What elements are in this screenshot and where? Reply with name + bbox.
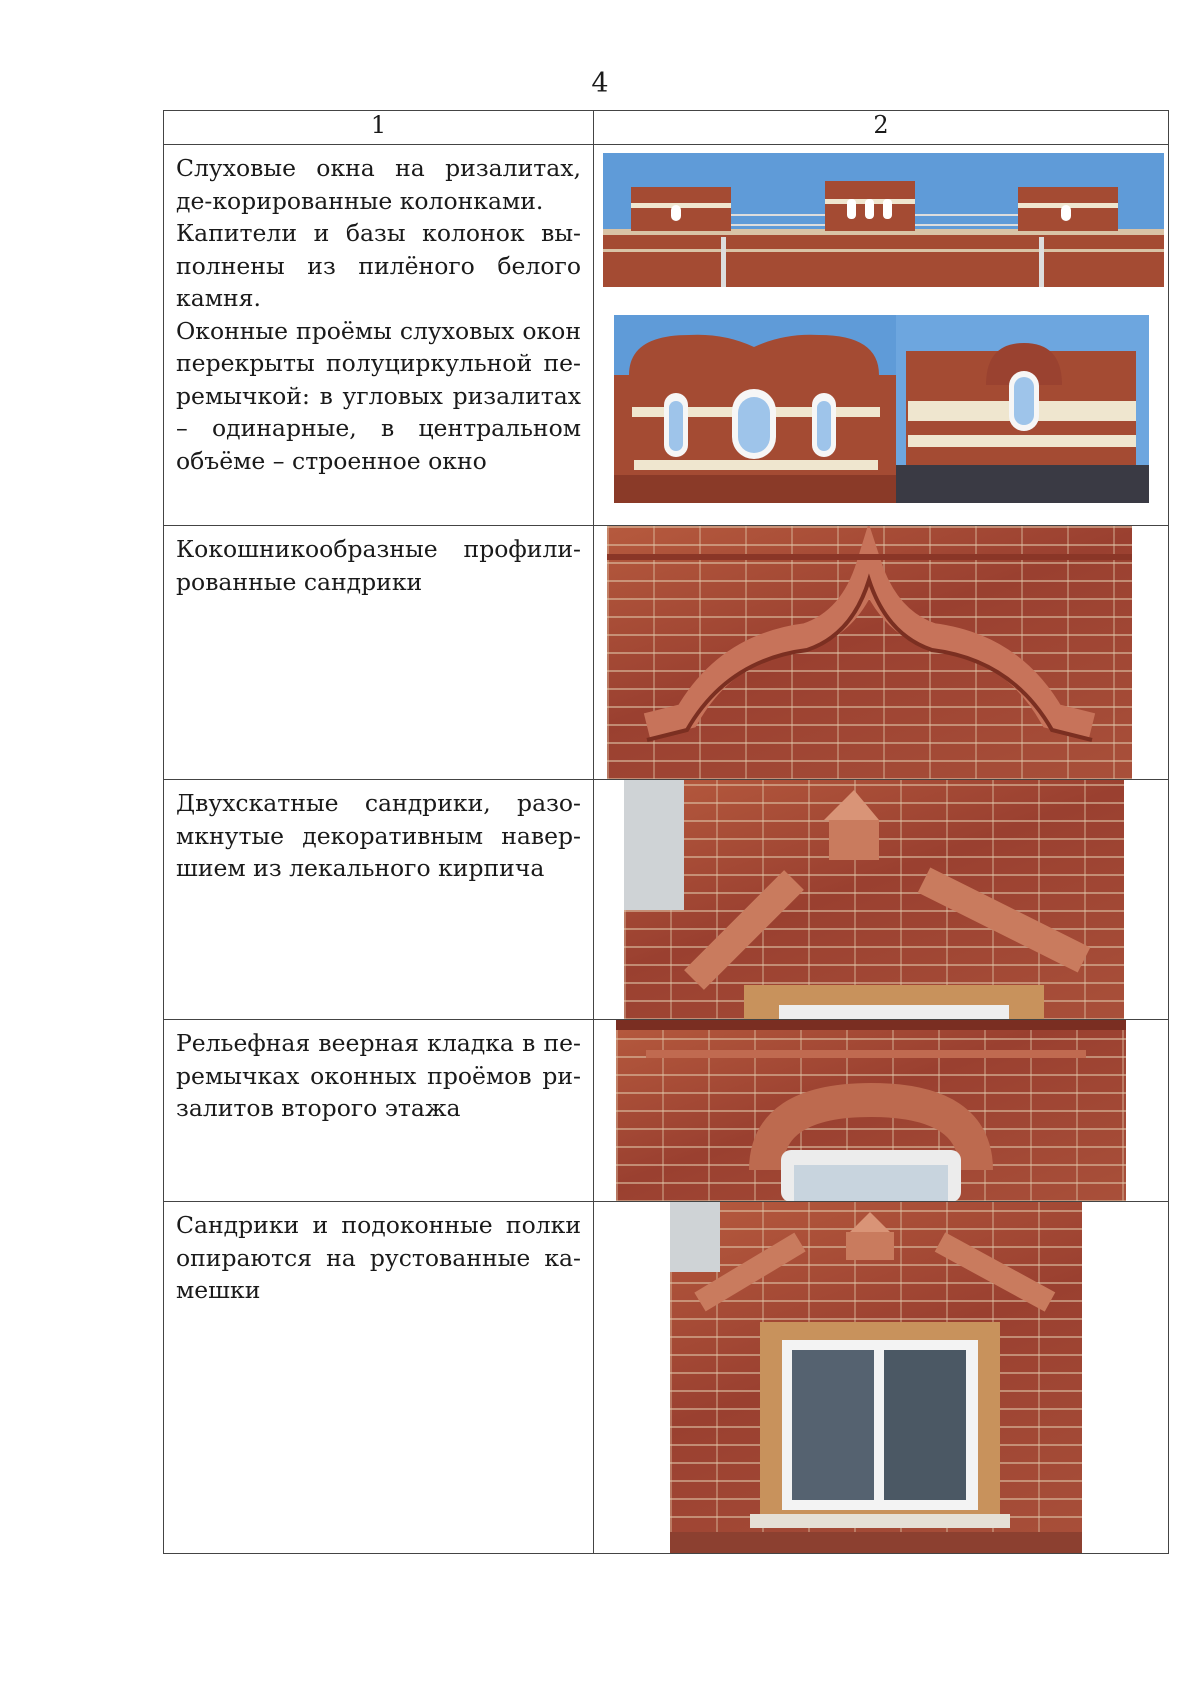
image-cell (594, 1202, 1169, 1554)
description-paragraph: Капители и базы колонок вы-полнены из пилёного белого камня. (176, 219, 581, 312)
image-cell (594, 145, 1169, 526)
table-row (164, 780, 1169, 1020)
page-number: 4 (591, 68, 609, 99)
description-paragraph: Сандрики и подоконные полки опираются на рустованные ка-мешки (176, 1211, 581, 1304)
photo-dormers-roofline (603, 153, 1164, 287)
header-cell-1: 1 (164, 111, 594, 145)
table-row (164, 1020, 1169, 1202)
description-table (163, 110, 1169, 1554)
photo-single-window-dormer (896, 315, 1149, 503)
image-cell (594, 780, 1169, 1020)
description-paragraph: Слуховые окна на ризалитах, де-корированные колонками. (176, 154, 581, 215)
photo-fan-brickwork (616, 1020, 1126, 1202)
photo-window-with-sandrik-and-sill (670, 1202, 1082, 1554)
description-cell (164, 1202, 594, 1554)
description-cell (164, 780, 594, 1020)
photo-gable-sandrik (624, 780, 1124, 1020)
header-cell-2: 2 (594, 111, 1169, 145)
table-row (164, 1202, 1169, 1554)
description-cell (164, 526, 594, 780)
description-paragraph: Оконные проёмы слуховых окон перекрыты полуциркульной пе-ремычкой: в угловых ризалитах – одинарные, в центральном объёме – строенное окно (176, 316, 581, 475)
description-cell (164, 1020, 594, 1202)
photo-kokoshnik-sandrik (607, 526, 1132, 780)
image-cell (594, 526, 1169, 780)
description-paragraph: Кокошникообразные профили-рованные сандрики (176, 535, 581, 596)
description-cell (164, 145, 594, 526)
image-cell (594, 1020, 1169, 1202)
table-header-row (164, 111, 1169, 145)
table-row (164, 526, 1169, 780)
photo-triple-window-dormer (614, 315, 896, 503)
table-row (164, 145, 1169, 526)
description-paragraph: Двухскатные сандрики, разо-мкнутые декоративным навер-шием из лекального кирпича (176, 789, 581, 882)
description-paragraph: Рельефная веерная кладка в пе-ремычках оконных проёмов ри-залитов второго этажа (176, 1029, 581, 1122)
